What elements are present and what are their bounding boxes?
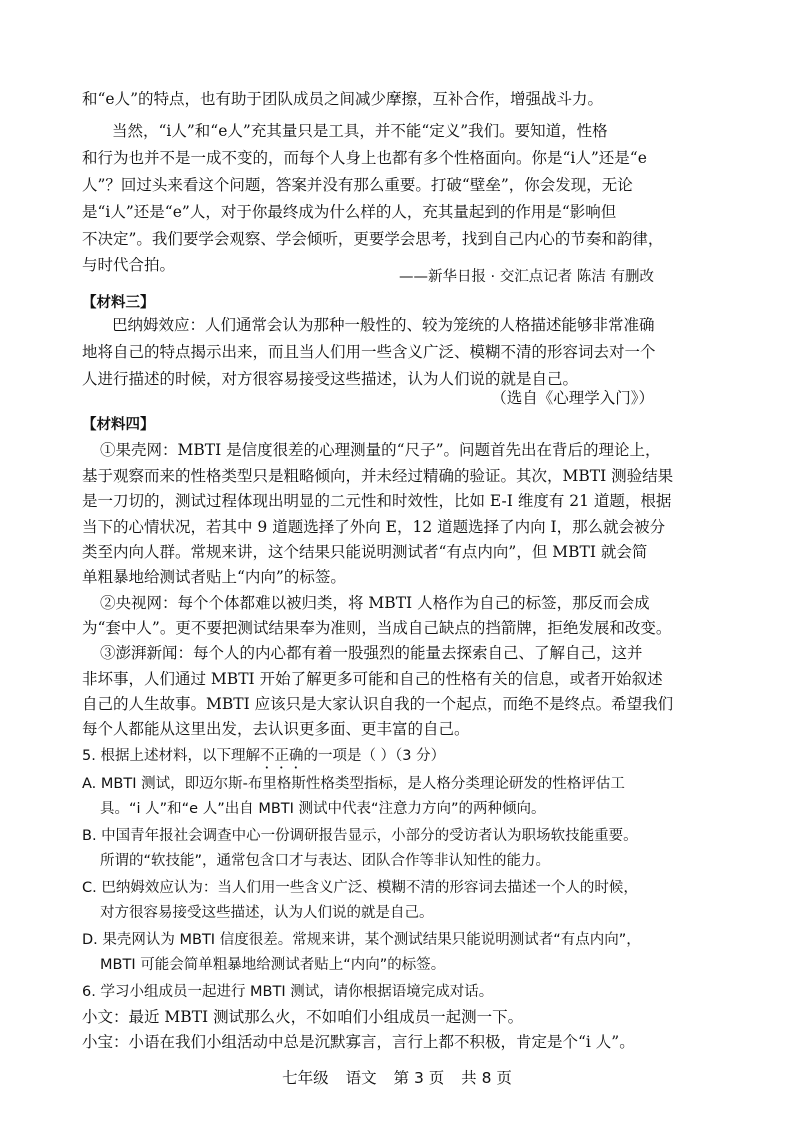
material4-line: 当下的心情状况，若其中 9 道题选择了外向 E，12 道题选择了内向 I，那么就会被分 [82,518,666,536]
material3-line: 人进行描述的时候，对方很容易接受这些描述，认为人们说的就是自己。 [82,370,579,388]
footer-page: 第 3 页 [393,1069,445,1087]
material2-line: 与时代合拍。 [82,256,176,274]
material3-line: 地将自己的特点揭示出来，而且当人们用一些含义广泛、模糊不清的形容词去对一个 [82,343,656,361]
option-d: D. 果壳网认为 MBTI 信度很差。常规来讲，某个测试结果只能说明测试者“有点内向”， [82,932,641,948]
question-5-stem-text: 5. 根据上述材料，以下理解 [82,748,260,764]
material3-heading: 【材料三】 [82,295,155,311]
material2-source: ——新华日报 · 交汇点记者 陈洁 有删改 [398,269,654,285]
material3-source: （选自《心理学入门》） [491,389,654,407]
dialogue-line: 小文：最近 MBTI 测试那么火，不如咱们小组成员一起测一下。 [82,1008,524,1026]
material4-line: 为“套中人”。更不要把测试结果奉为准则，当成自己缺点的挡箭牌，拒绝发展和改变。 [82,619,672,637]
material4-heading: 【材料四】 [82,417,155,433]
material3-line: 巴纳姆效应：人们通常会认为那种一般性的、较为笼统的人格描述能够非常准确 [112,316,655,334]
dialogue-line: 小宝：小语在我们小组活动中总是沉默寡言，言行上都不积极，肯定是个“i 人”。 [82,1033,635,1051]
material4-line: ①果壳网：MBTI 是信度很差的心理测量的“尺子”。问题首先出在背后的理论上， [100,441,661,459]
material2-line: 是“i人”还是“e”人，对于你最终成为什么样的人，充其量起到的作用是“影响但 [82,203,617,221]
page-footer [0,1066,794,1088]
material2-line: 和“e人”的特点，也有助于团队成员之间减少摩擦，互补合作，增强战斗力。 [82,90,604,108]
question-5-stem [82,745,722,772]
option-b-cont: 所谓的“软技能”，通常包含口才与表达、团队合作等非认知性的能力。 [100,853,551,869]
material4-line: 非坏事，人们通过 MBTI 开始了解更多可能和自己的性格有关的信息，或者开始叙述 [82,670,663,688]
option-d-cont: MBTI 可能会简单粗暴地给测试者贴上“内向”的标签。 [100,957,446,973]
material4-line: 每个人都能从这里出发，去认识更多面、更丰富的自己。 [82,720,470,738]
material2-line: 和行为也并不是一成不变的，而每个人身上也都有多个性格面向。你是“i人”还是“e [82,149,647,167]
option-a-cont: 具。“i 人”和“e 人”出自 MBTI 测试中代表“注意力方向”的两种倾向。 [100,801,546,817]
material4-line: 是一刀切的，测试过程体现出明显的二元性和时效性，比如 E-I 维度有 21 道题，根据 [82,492,672,510]
material4-line: ②央视网：每个个体都难以被归类，将 MBTI 人格作为自己的标签，那反而会成 [100,594,650,612]
footer-total: 共 8 页 [461,1069,512,1087]
material2-line: 人”？回过头来看这个问题，答案并没有那么重要。打破“壁垒”，你会发现，无论 [82,176,633,194]
footer-grade: 七年级 [282,1069,329,1087]
material4-line: 自己的人生故事。MBTI 应该只是大家认识自我的一个起点，而绝不是终点。希望我们 [82,695,674,713]
question-6-stem: 6. 学习小组成员一起进行 MBTI 测试，请你根据语境完成对话。 [82,984,494,1000]
option-b: B. 中国青年报社会调查中心一份调研报告显示，小部分的受访者认为职场软技能重要。 [82,828,638,844]
material2-line: 当然，“i人”和“e人”充其量只是工具，并不能“定义”我们。要知道，性格 [112,122,608,140]
option-a: A. MBTI 测试，即迈尔斯-布里格斯性格类型指标，是人格分类理论研发的性格评估工 [82,776,625,792]
question-5-stem-text: 的一项是（ ）（3 分） [303,748,446,764]
option-c: C. 巴纳姆效应认为：当人们用一些含义广泛、模糊不清的形容词去描述一个人的时候， [82,880,638,896]
material4-line: 类至内向人群。常规来讲，这个结果只能说明测试者“有点内向”，但 MBTI 就会简 [82,543,648,561]
footer-subject: 语文 [345,1069,377,1087]
question-5-emphasis: 不正确 [259,748,304,764]
material2-line: 不决定”。我们要学会观察、学会倾听，更要学会思考，找到自己内心的节奏和韵律， [82,230,664,248]
material4-line: 单粗暴地给测试者贴上“内向”的标签。 [82,568,346,586]
material4-line: 基于观察而来的性格类型只是粗略倾向，并未经过精确的验证。其次，MBTI 测验结果 [82,467,674,485]
option-c-cont: 对方很容易接受这些描述，认为人们说的就是自己。 [100,905,434,921]
material4-line: ③澎湃新闻：每个人的内心都有着一股强烈的能量去探索自己、了解自己，这并 [100,644,643,662]
